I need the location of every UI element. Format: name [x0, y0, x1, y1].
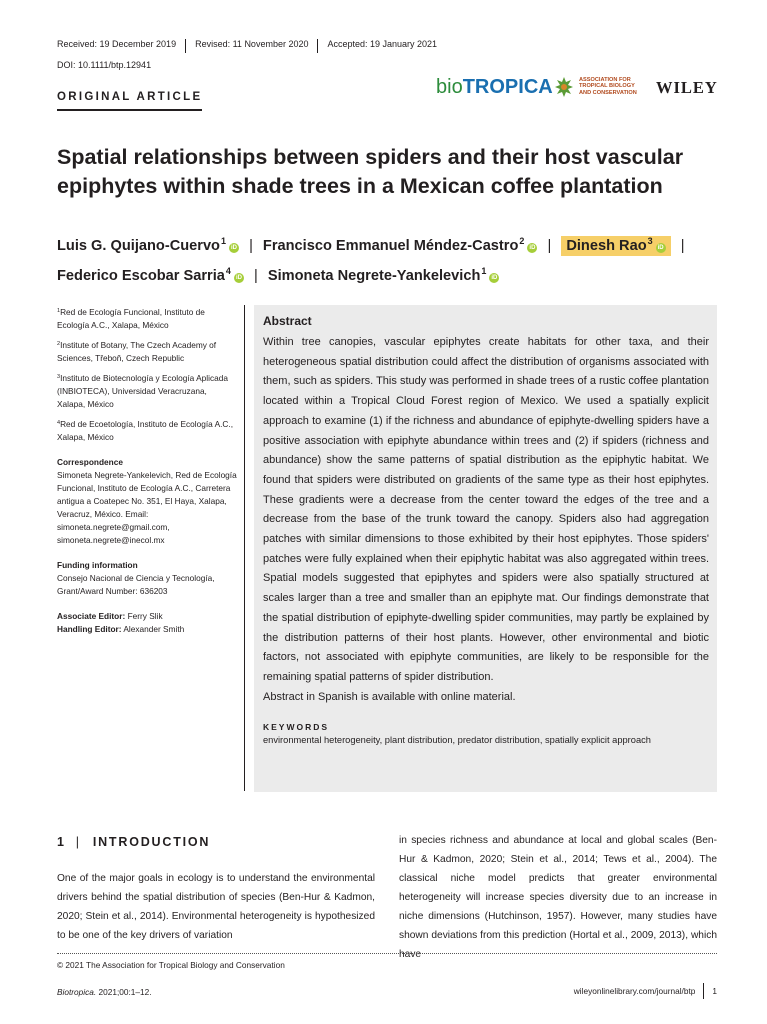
article-title: Spatial relationships between spiders and their host vascular epiphytes within shade trees in a Mexican coffee plantation — [57, 145, 684, 198]
article-type: ORIGINAL ARTICLE — [57, 91, 202, 111]
citation: Biotropica. 2021;00:1–12. — [57, 987, 152, 997]
affiliation: $^1$Red de Ecología Funcional, Instituto de Ecología A.C., Xalapa, México — [57, 307, 205, 330]
author-separator: | — [547, 238, 552, 254]
sidebar-divider — [244, 305, 245, 791]
received-date: Received: 19 December 2019 — [57, 39, 186, 53]
logo-bio-text: bio — [436, 76, 463, 98]
orcid-icon[interactable]: iD — [529, 245, 536, 251]
keywords-heading: KEYWORDS — [263, 722, 330, 733]
author-item[interactable]: Luis G. Quijano-Cuervo$^1$ — [57, 236, 226, 254]
keywords-list: environmental heterogeneity, plant distribution, predator distribution, spatially explicit approach — [263, 735, 651, 746]
editors: Associate Editor: Ferry Slik Handling Editor: Alexander Smith — [57, 611, 185, 634]
abstract-text: Within tree canopies, vascular epiphytes create habitats for other taxa, and their heterogeneous spatial distribution could affect the distribution of organisms associated with them, such as spiders. This study was performed in shade trees of a rustic coffee plantation located within a Tropical Cloud Forest region of Mexico. We used a spatially explicit approach to examine (1) if the richness and abundance of epiphyte-dwelling spiders have a positive association with epiphyte abundance within trees and (2) if spiders (richness and abundance) show the same patterns of spatial distribution as the epiphytic habitat. We found that spiders were distributed on gradients of the same type as their host epiphytes. These gradients were a decrease from the center toward the edges of the tree and a decrease from the base of the trunk toward the canopy. Spiders also had aggregation patches with similar dimensions to those exhibited by their host epiphytes. Those spiders' patches were fully explained when their epiphytic habitat was also aggregated within trees. Spatial models suggested that epiphytes and spiders were also spatially structured at scales larger than a tree and smaller than an epiphyte mat. Our findings demonstrate that the spatial distribution of epiphyte-dwelling spider communities, may partly be explained by the distribution patterns of their host plants. However, other environmental and biotic factors, not associated with epiphyte communities, are likely to be responsible for the remaining spatial patterns of spider distribution. — [263, 336, 709, 683]
biotropica-logo — [436, 76, 553, 99]
logo-tropica-text: TROPICA — [462, 76, 553, 98]
affiliation: $^3$Instituto de Biotecnología y Ecología Aplicada (INBIOTECA), Universidad Veracruzana, Xalapa, México — [57, 373, 228, 409]
author-list — [57, 229, 727, 289]
affiliation: $^4$Red de Ecoetología, Instituto de Ecología A.C., Xalapa, México — [57, 419, 234, 442]
intro-column-2: in species richness and abundance at local and global scales (Ben-Hur & Kadmon, 2020; Stein et al., 2014; Tews et al., 2004). The classical niche model predicts that greater environmental heterogeneity will increase species diversity due to an increase in niche dimensions (Hutchinson, 1957). However, many studies have shown deviations from this prediction (Hortal et al., 2009, 2013), which have — [399, 835, 717, 960]
footer-divider — [57, 953, 717, 954]
orcid-icon[interactable]: iD — [657, 245, 664, 251]
abstract-heading: Abstract — [263, 314, 312, 328]
author-item[interactable]: Simoneta Negrete-Yankelevich$^1$ — [267, 266, 487, 284]
author-separator: | — [680, 238, 685, 254]
author-separator: | — [249, 238, 253, 254]
footer-right — [574, 983, 717, 999]
revised-date: Revised: 11 November 2020 — [195, 39, 318, 53]
copyright: © 2021 The Association for Tropical Biology and Conservation — [57, 960, 285, 970]
wiley-logo: WILEY — [656, 78, 718, 97]
atbc-leaf-icon — [554, 76, 574, 98]
journal-url[interactable]: wileyonlinelibrary.com/journal/btp — [573, 986, 696, 996]
page-number: 1 — [703, 983, 717, 999]
author-item[interactable]: Francisco Emmanuel Méndez-Castro$^2$ — [262, 236, 525, 254]
author-item[interactable]: Federico Escobar Sarria$^4$ — [57, 266, 231, 284]
doi[interactable]: DOI: 10.1111/btp.12941 — [57, 60, 152, 70]
orcid-icon[interactable]: iD — [231, 245, 237, 251]
accepted-date: Accepted: 19 January 2021 — [327, 39, 438, 49]
orcid-icon[interactable]: iD — [235, 275, 242, 281]
funding-info: Funding information Consejo Nacional de Ciencia y Tecnología, Grant/Award Number: 636203 — [57, 560, 215, 596]
dates-row — [57, 39, 455, 53]
abstract-box — [254, 305, 717, 792]
correspondence: Correspondence Simoneta Negrete-Yankelevich, Red de Ecología Funcional, Instituto de Ecología A.C., Carretera antigua a Coatepec No. 351, El Haya, Xalapa, Veracruz, México. Email: simoneta.negrete@gmail.com, simoneta.negrete@inecol.mx — [57, 457, 237, 545]
atbc-logo-text: ASSOCIATION FOR TROPICAL BIOLOGY AND CONSERVATION — [579, 77, 637, 96]
abstract-spanish-note: Abstract in Spanish is available with online material. — [263, 690, 516, 703]
author-item-highlighted[interactable]: Dinesh Rao$^3$iD — [561, 236, 670, 256]
intro-column-1: One of the major goals in ecology is to understand the environmental drivers behind the spatial distribution of species (Ben-Hur & Kadmon, 2020; Stein et al., 2014). Environmental heterogeneity is hypothesized to be one of the key drivers of variation — [57, 873, 375, 941]
affiliation: $^2$Institute of Botany, The Czech Academy of Sciences, Třeboň, Czech Republic — [57, 340, 217, 363]
orcid-icon[interactable]: iD — [491, 275, 498, 281]
author-separator: | — [254, 268, 258, 284]
introduction-heading: 1 | INTRODUCTION — [57, 835, 211, 849]
sidebar-info — [57, 305, 237, 642]
